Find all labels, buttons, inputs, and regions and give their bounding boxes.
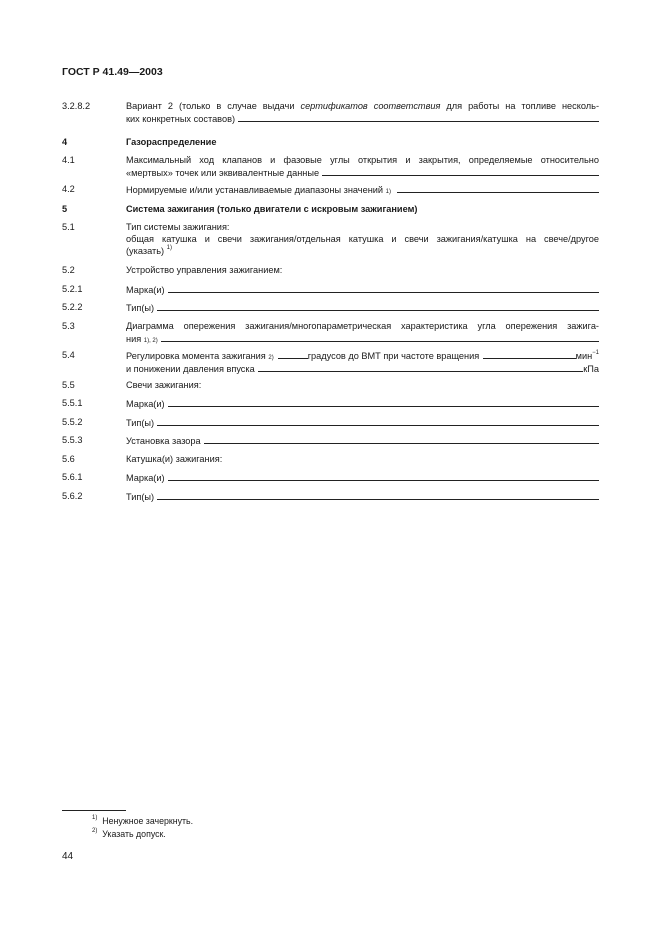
answer-blank[interactable]	[168, 397, 599, 407]
rpm-blank[interactable]	[483, 349, 575, 359]
answer-blank[interactable]	[204, 434, 599, 444]
item-number: 5.4	[62, 350, 75, 360]
item-text-line3: (указать)	[126, 246, 165, 256]
item-text: Регулировка момента зажигания	[126, 351, 266, 361]
item-text: Марка(и)	[126, 473, 165, 483]
answer-blank[interactable]	[168, 471, 599, 481]
item-text: Максимальный ход клапанов и фазовые углы открытия и закрытия, определяемые относительно	[126, 155, 599, 165]
item-number: 5.1	[62, 222, 75, 232]
item-number: 5.5	[62, 380, 75, 390]
item-number: 5.6.2	[62, 491, 83, 501]
item-number: 5.3	[62, 321, 75, 331]
section-number: 5	[62, 204, 68, 214]
answer-blank[interactable]	[168, 283, 599, 293]
unit-pressure: кПа	[583, 364, 599, 374]
item-text: Тип системы зажигания:	[126, 222, 230, 232]
item-number: 5.5.3	[62, 435, 83, 445]
item-text: Устройство управления зажиганием:	[126, 265, 283, 275]
item-number: 5.5.1	[62, 398, 83, 408]
pressure-blank[interactable]	[258, 362, 584, 372]
page-number: 44	[62, 851, 74, 862]
answer-blank[interactable]	[157, 416, 599, 426]
item-text-line2: общая катушка и свечи зажигания/отдельная катушка и свечи зажигания/катушка на свече/другое	[126, 234, 599, 244]
item-text-middle: градусов до ВМТ при частоте вращения	[307, 351, 480, 361]
unit-rpm: мин$^{-1}$	[575, 350, 599, 361]
item-text: Марка(и)	[126, 285, 165, 295]
item-text-line2: и понижении давления впуска	[126, 364, 255, 374]
item-text: Марка(и)	[126, 399, 165, 409]
item-number: 4.1	[62, 155, 75, 165]
item-text: Тип(ы)	[126, 418, 155, 428]
item-text: Вариант 2 (только в случае выдачи сертификатов соответствия для работы на топливе несколь-	[126, 101, 600, 111]
item-text: Установка зазора	[126, 436, 201, 446]
section-number: 4	[62, 137, 68, 147]
footnote-mark: 2)	[92, 828, 98, 834]
answer-blank[interactable]	[157, 301, 599, 311]
document-header: ГОСТ Р 41.49—2003	[62, 66, 163, 78]
answer-blank[interactable]	[397, 183, 599, 193]
footnote-text: Указать допуск.	[102, 829, 166, 839]
footnote-text: Ненужное зачеркнуть.	[102, 816, 194, 826]
item-text-line2: ния	[126, 334, 142, 344]
item-text: Катушка(и) зажигания:	[126, 454, 223, 464]
degrees-blank[interactable]	[278, 349, 308, 359]
item-text: Диаграмма опережения зажигания/многопараметрическая характеристика угла опережения зажига-	[126, 321, 599, 331]
section-title: Система зажигания (только двигатели с искровым зажиганием)	[126, 204, 418, 214]
item-number: 5.6	[62, 454, 75, 464]
item-number: 5.2	[62, 265, 75, 275]
item-text: Тип(ы)	[126, 303, 155, 313]
item-text-line2: ких конкретных составов)	[126, 114, 236, 124]
footnote-1	[92, 816, 193, 826]
footnote-2	[92, 829, 166, 839]
answer-blank[interactable]	[322, 166, 599, 176]
item-number: 3.2.8.2	[62, 101, 91, 111]
item-number: 4.2	[62, 184, 75, 194]
footnote-ref: 1)	[166, 245, 172, 251]
item-text-line2: «мертвых» точек или эквивалентные данные	[126, 168, 320, 178]
answer-blank[interactable]	[157, 490, 599, 500]
item-number: 5.2.1	[62, 284, 83, 294]
answer-blank[interactable]	[238, 112, 599, 122]
item-number: 5.6.1	[62, 472, 83, 482]
item-number: 5.5.2	[62, 417, 83, 427]
section-title: Газораспределение	[126, 137, 217, 147]
footnote-mark: 1)	[92, 815, 98, 821]
footnote-divider	[62, 810, 126, 811]
answer-blank[interactable]	[161, 332, 599, 342]
item-text: Нормируемые и/или устанавливаемые диапазоны значений	[126, 185, 384, 195]
item-text: Тип(ы)	[126, 492, 155, 502]
item-number: 5.2.2	[62, 302, 83, 312]
item-text: Свечи зажигания:	[126, 380, 202, 390]
